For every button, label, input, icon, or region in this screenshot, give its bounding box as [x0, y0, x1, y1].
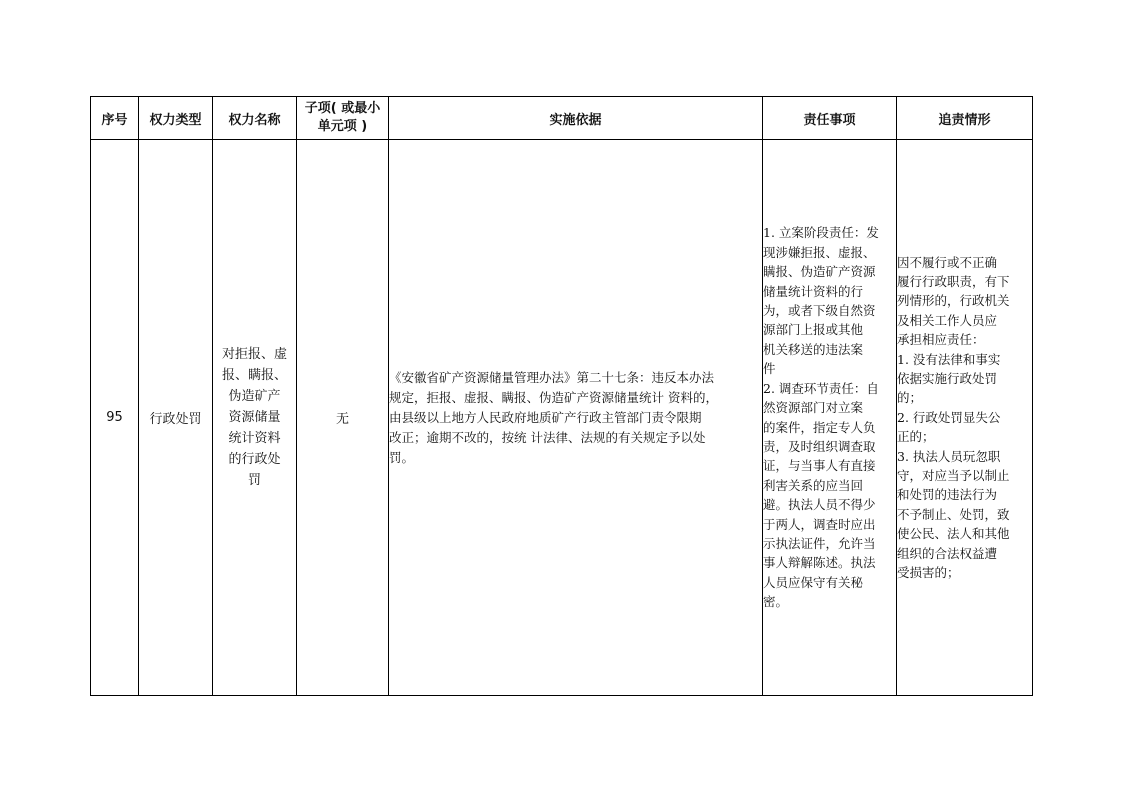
responsibility-line: 的案件，指定专人负 — [763, 419, 876, 435]
header-power-name: 权力名称 — [213, 97, 297, 140]
accountability-line: 使公民、法人和其他 — [897, 526, 1010, 542]
responsibility-line: 源部门上报或其他 — [763, 322, 864, 338]
header-accountability: 追责情形 — [897, 97, 1033, 140]
responsibility-line: 利害关系的应当回 — [763, 477, 864, 493]
header-seq: 序号 — [91, 97, 139, 140]
basis-line: 由县级以上地方人民政府地质矿产行政主管部门责令限期 — [389, 409, 702, 425]
cell-basis — [389, 140, 763, 696]
cell-sub-item: 无 — [297, 140, 389, 696]
basis-line: 改正；逾期不改的，按统 计法律、法规的有关规定予以处 — [389, 429, 706, 445]
basis-line: 罚。 — [389, 449, 415, 465]
accountability-line: 的； — [897, 390, 923, 406]
name-line: 罚 — [247, 473, 261, 488]
responsibility-line: 现涉嫌拒报、虚报、 — [763, 244, 876, 260]
responsibility-line: 瞒报、伪造矿产资源 — [763, 264, 876, 280]
name-line: 统计资料 — [228, 431, 281, 446]
responsibility-line: 责，及时组织调查取 — [763, 438, 876, 454]
accountability-line: 1. 没有法律和事实 — [897, 351, 1001, 367]
header-basis: 实施依据 — [389, 97, 763, 140]
cell-power-name — [213, 140, 297, 696]
accountability-line: 3. 执法人员玩忽职 — [897, 448, 1001, 464]
accountability-line: 2. 行政处罚显失公 — [897, 409, 1001, 425]
accountability-line: 组织的合法权益遭 — [897, 545, 998, 561]
responsibility-line: 储量统计资料的行 — [763, 283, 864, 299]
header-sub-line: 子项( 或最小 — [304, 101, 381, 116]
header-sub-line: 单元项 ) — [317, 119, 368, 134]
accountability-line: 依据实施行政处罚 — [897, 370, 998, 386]
cell-responsibility — [763, 140, 897, 696]
name-line: 对拒报、虚 — [221, 347, 287, 362]
responsibility-line: 然资源部门对立案 — [763, 400, 864, 416]
basis-line: 《安徽省矿产资源储量管理办法》第二十七条：违反本办法 — [389, 369, 715, 385]
accountability-line: 列情形的，行政机关 — [897, 293, 1010, 309]
accountability-line: 承担相应责任： — [897, 332, 985, 348]
table-row — [91, 140, 1033, 696]
responsibility-line: 2. 调查环节责任：自 — [763, 380, 879, 396]
accountability-line: 因不履行或不正确 — [897, 254, 998, 270]
responsibility-line: 事人辩解陈述。执法 — [763, 555, 876, 571]
name-line: 的行政处 — [228, 452, 281, 467]
responsibility-line: 于两人，调查时应出 — [763, 516, 876, 532]
power-list-table — [90, 96, 1033, 696]
basis-line: 规定，拒报、虚报、瞒报、伪造矿产资源储量统计 资料的， — [389, 389, 718, 405]
responsibility-line: 密。 — [763, 594, 789, 610]
responsibility-line: 机关移送的违法案 — [763, 341, 864, 357]
responsibility-line: 为，或者下级自然资 — [763, 303, 876, 319]
responsibility-line: 1. 立案阶段责任：发 — [763, 225, 879, 241]
responsibility-line: 人员应保守有关秘 — [763, 574, 864, 590]
responsibility-line: 证，与当事人有直接 — [763, 458, 876, 474]
accountability-line: 和处罚的违法行为 — [897, 487, 998, 503]
header-power-type: 权力类型 — [139, 97, 213, 140]
cell-accountability — [897, 140, 1033, 696]
cell-power-type: 行政处罚 — [139, 140, 213, 696]
accountability-line: 正的； — [897, 429, 935, 445]
accountability-line: 受损害的； — [897, 565, 960, 581]
accountability-line: 履行行政职责，有下 — [897, 273, 1010, 289]
name-line: 伪造矿产 — [228, 389, 281, 404]
accountability-line: 守，对应当予以制止 — [897, 468, 1010, 484]
cell-seq: 95 — [91, 140, 139, 696]
name-line: 报、瞒报、 — [221, 368, 287, 383]
responsibility-line: 件 — [763, 361, 776, 377]
header-responsibility: 责任事项 — [763, 97, 897, 140]
name-line: 资源储量 — [228, 410, 281, 425]
responsibility-line: 避。执法人员不得少 — [763, 497, 876, 513]
responsibility-line: 示执法证件，允许当 — [763, 535, 876, 551]
accountability-line: 及相关工作人员应 — [897, 312, 998, 328]
accountability-line: 不予制止、处罚，致 — [897, 506, 1010, 522]
header-sub-item — [297, 97, 389, 140]
header-row — [91, 97, 1033, 140]
